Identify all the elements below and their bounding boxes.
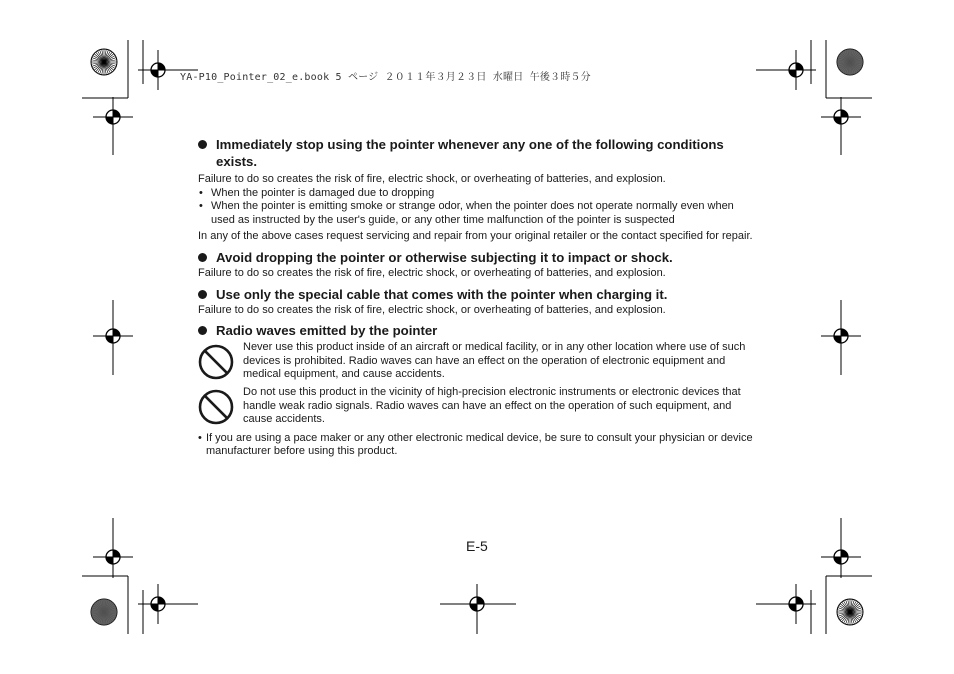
- warning-body: Failure to do so creates the risk of fire, electric shock, or overheating of batteries, and explosion.: [198, 303, 666, 316]
- section-heading: [198, 286, 756, 303]
- prohibited-icon: [198, 344, 234, 380]
- pacemaker-note: [198, 432, 756, 459]
- warning-text: Do not use this product in the vicinity of high-precision electronic instruments or electronic devices that handle weak radio signals. Radio waves can have an effect on the operation of such equipment, and cause accidents.: [243, 385, 741, 426]
- page-content: [198, 136, 756, 459]
- file-info-header: YA-P10_Pointer_02_e.book 5 ページ ２０１１年３月２３日 水曜日 午後３時５分: [180, 72, 591, 83]
- color-target-icon: [91, 599, 117, 625]
- page-number: E-5: [466, 538, 488, 554]
- section-heading: [198, 322, 756, 339]
- warning-text: Never use this product inside of an aircraft or medical facility, or in any other location where use of such devices is prohibited. Radio waves can have an effect on the operation of electronic equipment and medical equipment, and cause accidents.: [243, 341, 746, 381]
- warning-body: Failure to do so creates the risk of fire, electric shock, or overheating of batteries, and explosion.: [198, 173, 666, 185]
- service-note: In any of the above cases request servicing and repair from your original retailer or the contact specified for repair.: [198, 230, 753, 243]
- bullet-dot-icon: •: [198, 431, 202, 444]
- prohibition-warning: [198, 386, 756, 427]
- color-target-icon: [837, 49, 863, 75]
- prohibition-warning: [198, 341, 756, 382]
- bullet-dot-icon: [198, 326, 207, 335]
- heading-text: Immediately stop using the pointer whenever any one of the following conditions exists.: [216, 137, 724, 169]
- heading-text: Avoid dropping the pointer or otherwise subjecting it to impact or shock.: [216, 249, 673, 265]
- section-heading: [198, 249, 756, 266]
- color-target-icon: [91, 49, 117, 75]
- warning-body: Failure to do so creates the risk of fire, electric shock, or overheating of batteries, and explosion.: [198, 266, 666, 279]
- list-item: • When the pointer is damaged due to dropping: [198, 187, 756, 201]
- note-text: If you are using a pace maker or any other electronic medical device, be sure to consult your physician or device manufacturer before using this product.: [206, 431, 753, 458]
- bullet-dot-icon: [198, 290, 207, 299]
- section-heading: [198, 136, 756, 170]
- bullet-dot-icon: [198, 253, 207, 262]
- prohibited-icon: [198, 389, 234, 425]
- condition-list: [198, 187, 756, 228]
- heading-text: Radio waves emitted by the pointer: [216, 323, 438, 339]
- heading-text: Use only the special cable that comes with the pointer when charging it.: [216, 286, 668, 302]
- list-item: • When the pointer is emitting smoke or strange odor, when the pointer does not operate normally even when used as instructed by the user's guide, or any other time malfunction of the pointer is suspected: [198, 200, 756, 227]
- bullet-dot-icon: [198, 140, 207, 149]
- color-target-icon: [837, 599, 863, 625]
